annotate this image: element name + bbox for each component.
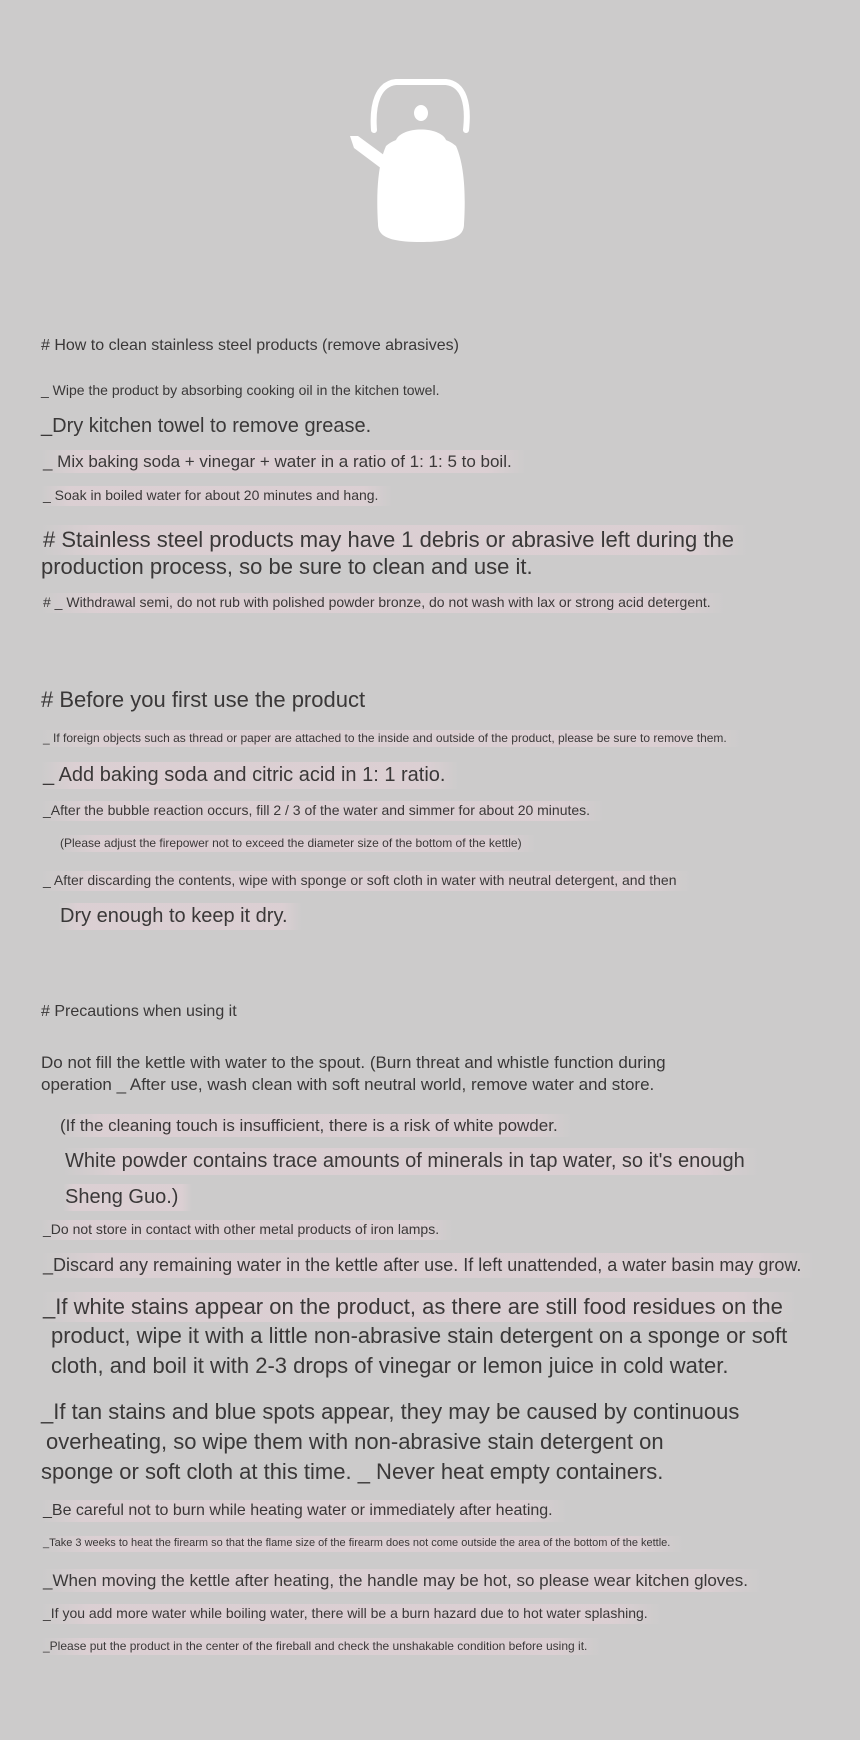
list-item: _Be careful not to burn while heating water or immediately after heating. (41, 1500, 567, 1522)
note-text: White powder contains trace amounts of minerals in tap water, so it's enough (63, 1148, 759, 1175)
kettle-icon (344, 74, 494, 254)
list-item: _ Add baking soda and citric acid in 1: 1 ratio. (41, 762, 459, 789)
note-text: (If the cleaning touch is insufficient, there is a risk of white powder. (58, 1114, 572, 1137)
list-item: _Please put the product in the center of the fireball and check the unshakable condition before using it. (41, 1638, 601, 1655)
list-item-continuation: overheating, so wipe them with non-abrasive stain detergent on (46, 1429, 664, 1454)
list-item: _After the bubble reaction occurs, fill 2 / 3 of the water and simmer for about 20 minutes. (41, 801, 604, 821)
list-item: _ Mix baking soda + vinegar + water in a ratio of 1: 1: 5 to boil. (41, 450, 526, 473)
paragraph-line: operation _ After use, wash clean with soft neutral world, remove water and store. (41, 1075, 655, 1094)
list-item: _If you add more water while boiling water, there will be a burn hazard due to hot water splashing. (41, 1604, 662, 1624)
list-item-continuation: cloth, and boil it with 2-3 drops of vinegar or lemon juice in cold water. (51, 1353, 729, 1378)
list-item: _Discard any remaining water in the kettle after use. If left unattended, a water basin may grow. (41, 1253, 815, 1278)
list-item: _If tan stains and blue spots appear, they may be caused by continuous (41, 1399, 740, 1424)
list-item: _Take 3 weeks to heat the firearm so that the flame size of the firearm does not come outside the area of the bottom of the kettle. (41, 1536, 684, 1552)
list-item: _Dry kitchen towel to remove grease. (41, 415, 372, 437)
list-item: Dry enough to keep it dry. (58, 903, 302, 930)
list-item-continuation: product, wipe it with a little non-abrasive stain detergent on a sponge or soft (51, 1323, 788, 1348)
list-item: _If white stains appear on the product, as there are still food residues on the (41, 1292, 797, 1322)
note-text: Sheng Guo.) (63, 1184, 192, 1211)
list-item: _ After discarding the contents, wipe with sponge or soft cloth in water with neutral detergent, and then (41, 871, 691, 891)
warning-text: # _ Withdrawal semi, do not rub with polished powder bronze, do not wash with lax or strong acid detergent. (41, 593, 725, 613)
note-text: (Please adjust the firepower not to exceed the diameter size of the bottom of the kettle) (58, 835, 536, 852)
paragraph-line: Do not fill the kettle with water to the spout. (Burn threat and whistle function during (41, 1053, 666, 1072)
list-item: _ Wipe the product by absorbing cooking oil in the kitchen towel. (41, 382, 440, 398)
note-line: # Stainless steel products may have 1 debris or abrasive left during the (41, 525, 748, 555)
heading-first-use: # Before you first use the product (41, 687, 366, 712)
heading-cleaning: # How to clean stainless steel products (remove abrasives) (41, 337, 459, 354)
heading-precautions: # Precautions when using it (41, 1003, 237, 1020)
list-item: _ Soak in boiled water for about 20 minutes and hang. (41, 486, 392, 506)
list-item: _When moving the kettle after heating, the handle may be hot, so please wear kitchen gloves. (41, 1569, 762, 1592)
list-item: _ If foreign objects such as thread or paper are attached to the inside and outside of the product, please be sure to remove them. (41, 730, 741, 747)
note-line: production process, so be sure to clean and use it. (41, 554, 533, 579)
list-item: _Do not store in contact with other metal products of iron lamps. (41, 1220, 453, 1240)
list-item-continuation: sponge or soft cloth at this time. _ Never heat empty containers. (41, 1459, 664, 1484)
